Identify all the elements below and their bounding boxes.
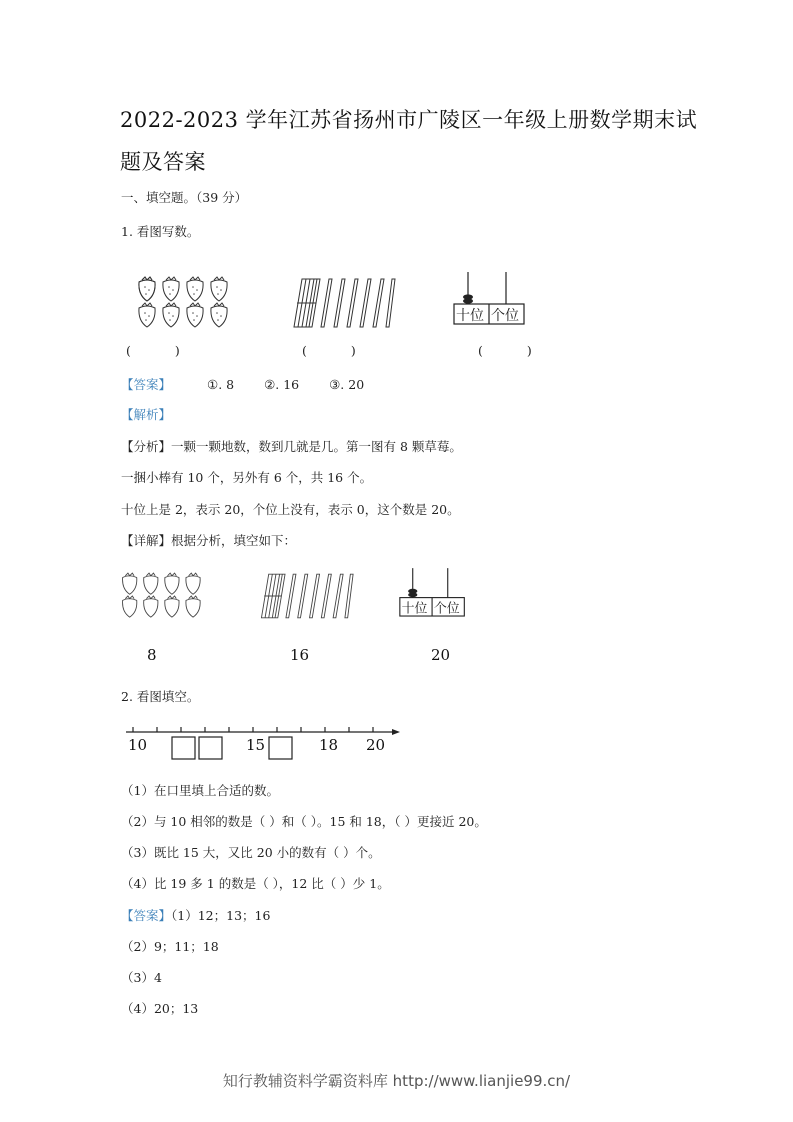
q2-answer-4: （4）20；13 [121,1001,199,1016]
answer-label: 【答案】 [121,377,172,392]
svg-text:15: 15 [246,736,266,754]
answer-blank-1[interactable]: ( ) [126,343,180,358]
svg-text:10: 10 [128,736,148,754]
analysis-line-2: 一捆小棒有 10 个，另外有 6 个，共 16 个。 [121,470,373,485]
blank-box-3 [269,737,292,759]
tens-label: 十位 [456,308,484,324]
ones-label: 个位 [491,308,519,324]
solution-value-3: 20 [431,646,451,664]
footer-watermark: 知行教辅资料学霸资料库 http://www.lianjie99.cn/ [222,1072,571,1090]
arrow-icon [392,729,400,735]
answer-3: ③. 20 [329,377,365,392]
svg-text:20: 20 [366,736,386,754]
analysis-label: 【解析】 [121,407,172,422]
sub-question-3: （3）既比 15 大，又比 20 小的数有（ ）个。 [121,845,381,860]
answer-blank-2[interactable]: ( ) [302,343,356,358]
abacus-figure [452,270,528,328]
q2-answer-2: （2）9；11；18 [121,939,219,954]
sub-question-4: （4）比 19 多 1 的数是（ ），12 比（ ）少 1。 [121,876,390,891]
section-heading: 一、填空题。（39 分） [121,190,248,205]
sticks-figure [288,275,396,331]
sticks-figure-solution [256,570,354,622]
strawberries-figure-solution [120,570,208,622]
answer-blank-3[interactable]: ( ) [478,343,532,358]
strawberries-figure [136,275,236,331]
document-title-line1: 2022-2023 学年江苏省扬州市广陵区一年级上册数学期末试 [120,108,698,132]
sub-question-2: （2）与 10 相邻的数是（ ）和（ ）。15 和 18，（ ）更接近 20。 [121,814,487,829]
svg-text:个位: 个位 [433,601,460,617]
svg-text:18: 18 [319,736,339,754]
abacus-figure-solution [398,566,468,620]
analysis-line-3: 十位上是 2，表示 20，个位上没有，表示 0，这个数是 20。 [121,502,460,517]
q2-answer-3: （3）4 [121,970,162,985]
answer-2: ②. 16 [264,377,300,392]
blank-box-1 [172,737,195,759]
q2-answer-1: （1）12；13；16 [171,908,271,923]
svg-text:十位: 十位 [401,601,428,617]
q1-answer-row [121,375,364,393]
analysis-line-4: 【详解】根据分析，填空如下： [121,533,297,548]
question-1-prompt: 1. 看图写数。 [121,224,200,239]
answer-label: 【答案】 [121,908,172,923]
number-line-figure [126,722,406,762]
document-title-line2: 题及答案 [120,150,206,174]
analysis-line-1: 【分析】一颗一颗地数，数到几就是几。第一图有 8 颗草莓。 [121,439,462,454]
question-2-prompt: 2. 看图填空。 [121,689,200,704]
answer-1: ①. 8 [206,377,235,392]
solution-value-2: 16 [290,646,310,664]
sub-question-1: （1）在口里填上合适的数。 [121,783,279,798]
solution-value-1: 8 [147,646,157,664]
blank-box-2 [199,737,222,759]
q2-answer-row-1 [121,906,270,924]
